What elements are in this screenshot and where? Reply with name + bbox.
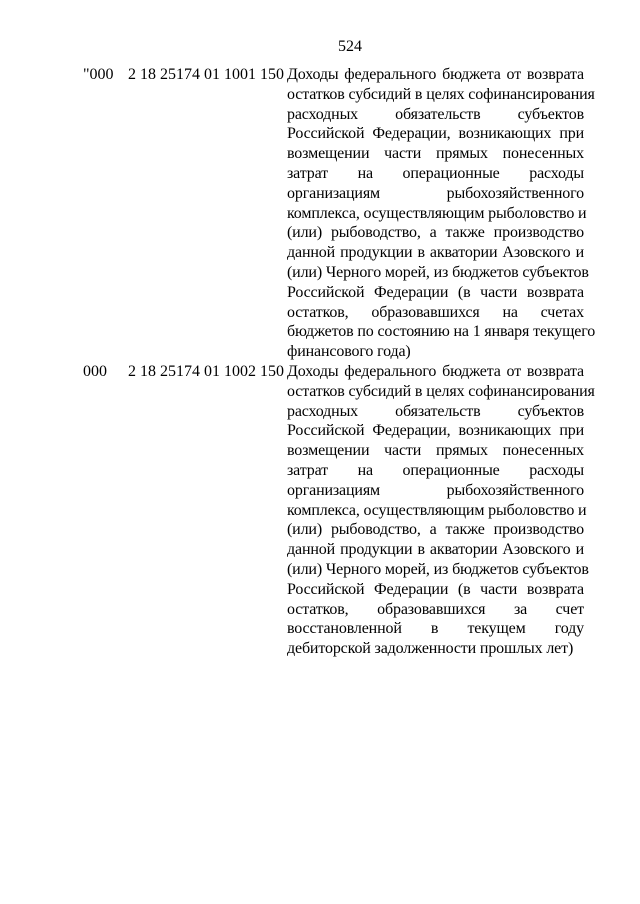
description-line: остатков субсидий в целях софинансирования [287, 85, 595, 103]
budget-code: 2 18 25174 01 1001 150 [128, 66, 284, 83]
description-line: Российской Федерации (в части возврата [287, 283, 584, 301]
description-line: восстановленной в текущем году [287, 620, 584, 638]
description-line: остатков субсидий в целях софинансирования [287, 382, 595, 400]
description-line: (или) Черного морей, из бюджетов субъектов [287, 263, 589, 281]
row-description [287, 362, 595, 659]
description-line: организациям рыбохозяйственного [287, 481, 584, 499]
description-line: Российской Федерации, возникающих при [287, 422, 584, 440]
description-line: Доходы федерального бюджета от возврата [287, 363, 584, 380]
description-line: остатков, образовавшихся за счет [287, 600, 584, 618]
description-line: затрат на операционные расходы [287, 461, 584, 479]
description-line: расходных обязательств субъектов [287, 402, 584, 420]
description-line: бюджетов по состоянию на 1 января текущего [287, 323, 596, 341]
description-line: данной продукции в акватории Азовского и [287, 541, 584, 559]
description-line: расходных обязательств субъектов [287, 105, 584, 123]
description-line: остатков, образовавшихся на счетах [287, 303, 584, 321]
description-line: данной продукции в акватории Азовского и [287, 244, 584, 262]
description-line: возмещении части прямых понесенных [287, 442, 584, 460]
row-prefix: 000 [83, 363, 107, 380]
description-line: Российской Федерации (в части возврата [287, 580, 584, 598]
page-number: 524 [338, 38, 362, 55]
description-line: комплекса, осуществляющим рыболовство и [287, 501, 587, 519]
description-line: комплекса, осуществляющим рыболовство и [287, 204, 587, 222]
description-line: возмещении части прямых понесенных [287, 145, 584, 163]
description-line: Российской Федерации, возникающих при [287, 125, 584, 143]
row-prefix: "000 [83, 66, 114, 83]
description-line: финансового года) [287, 343, 411, 361]
description-line: Доходы федерального бюджета от возврата [287, 66, 584, 83]
budget-code: 2 18 25174 01 1002 150 [128, 363, 284, 380]
description-line: затрат на операционные расходы [287, 164, 584, 182]
description-line: организациям рыбохозяйственного [287, 184, 584, 202]
description-line: (или) рыбоводство, а также производство [287, 224, 584, 242]
row-description [287, 65, 596, 362]
description-line: (или) рыбоводство, а также производство [287, 521, 584, 539]
description-line: (или) Черного морей, из бюджетов субъектов [287, 560, 589, 578]
description-line: дебиторской задолженности прошлых лет) [287, 640, 574, 658]
